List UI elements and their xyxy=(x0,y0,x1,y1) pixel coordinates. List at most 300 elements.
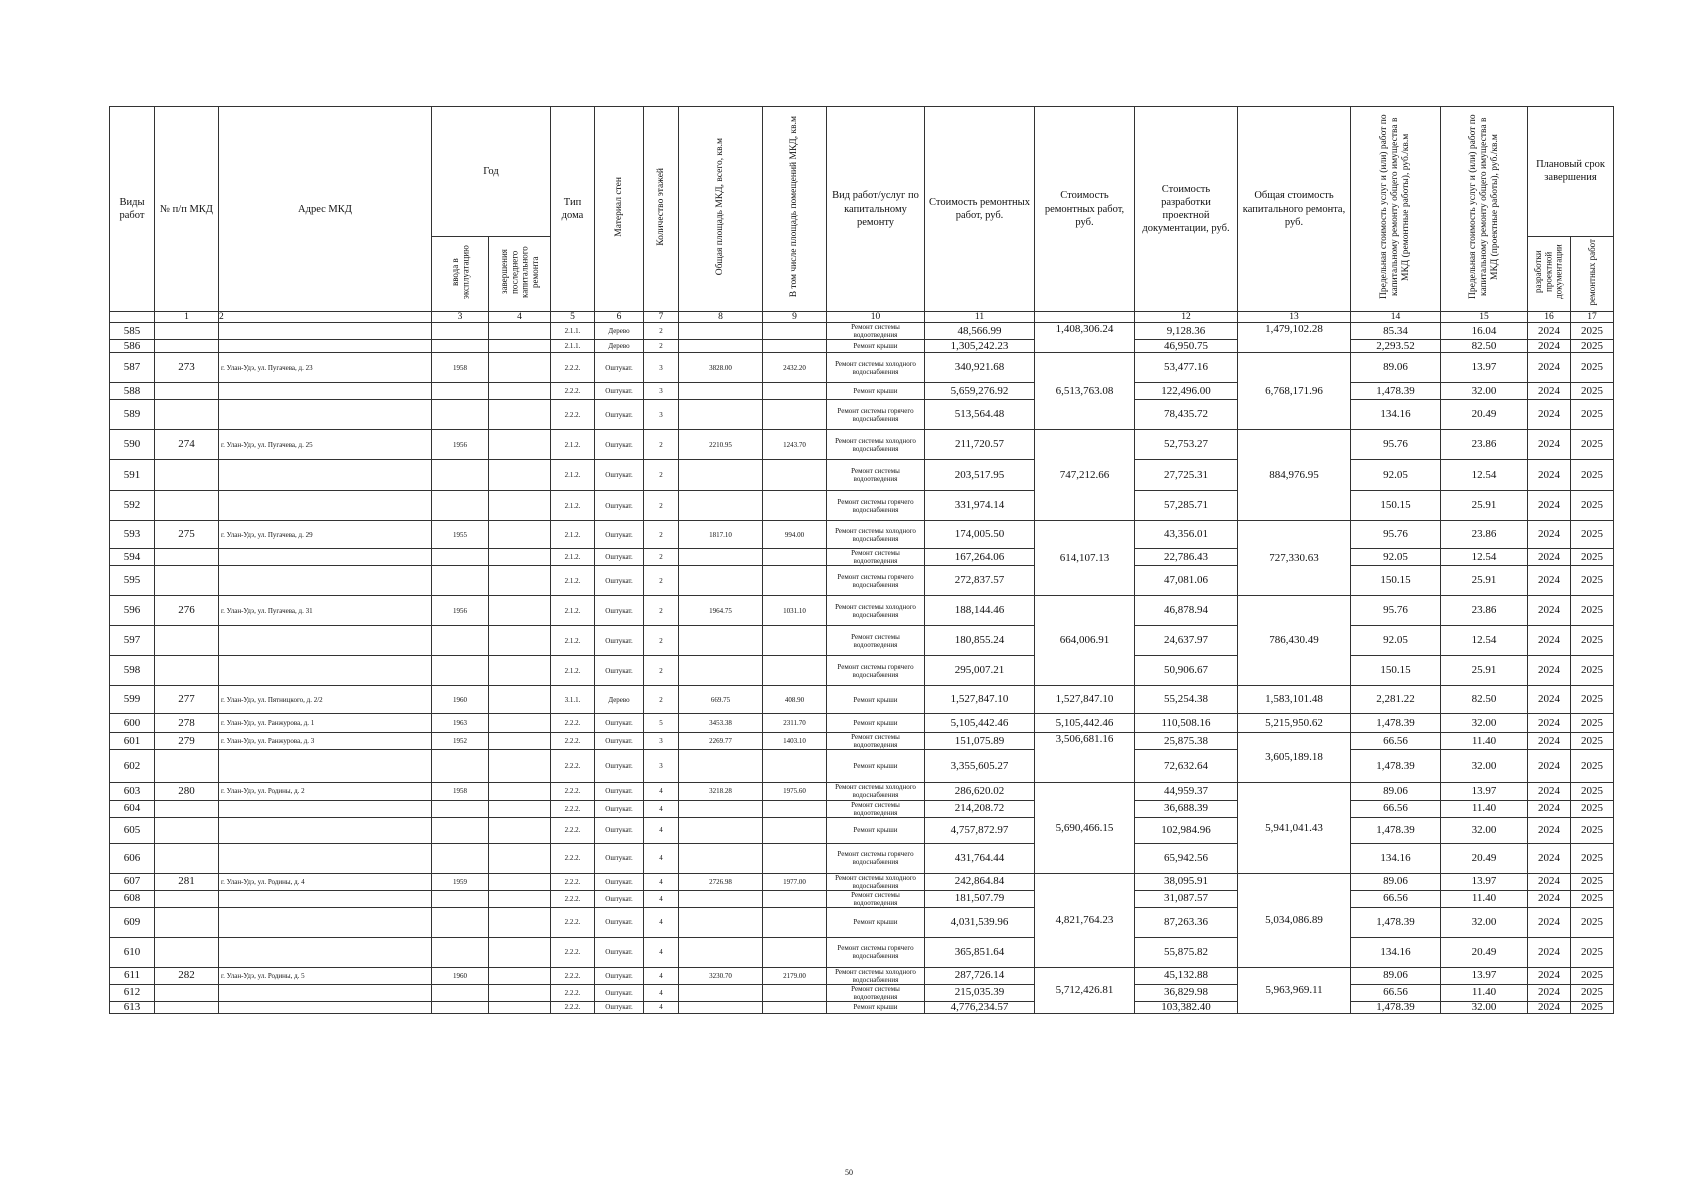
limit-cost-design: 32.00 xyxy=(1441,383,1528,400)
deadline-repair: 2025 xyxy=(1571,714,1614,733)
total-area xyxy=(679,984,763,1001)
header-god-vvoda: ввода в эксплуатацию xyxy=(432,236,489,311)
total-area xyxy=(679,323,763,340)
header-god: Год xyxy=(432,107,551,237)
limit-cost-repair: 2,281.22 xyxy=(1351,686,1441,714)
mkd-number xyxy=(155,340,219,353)
mkd-address xyxy=(219,1001,432,1013)
total-area xyxy=(679,843,763,873)
deadline-design: 2024 xyxy=(1528,750,1571,783)
premises-area xyxy=(763,323,827,340)
capital-repair-total: 6,768,171.96 xyxy=(1238,353,1351,430)
deadline-repair: 2025 xyxy=(1571,1001,1614,1013)
year-commissioned: 1952 xyxy=(432,733,489,750)
mkd-number xyxy=(155,549,219,566)
repair-cost-total: 1,408,306.24 xyxy=(1035,323,1135,353)
row-number: 601 xyxy=(110,733,155,750)
limit-cost-repair: 66.56 xyxy=(1351,984,1441,1001)
page-number: 50 xyxy=(845,1168,853,1177)
design-cost: 44,959.37 xyxy=(1135,783,1238,800)
design-cost: 22,786.43 xyxy=(1135,549,1238,566)
total-area xyxy=(679,817,763,843)
design-cost: 103,382.40 xyxy=(1135,1001,1238,1013)
year-commissioned xyxy=(432,566,489,596)
work-type: Ремонт системы водоотведения xyxy=(827,890,925,907)
design-cost: 45,132.88 xyxy=(1135,967,1238,984)
mkd-number xyxy=(155,984,219,1001)
repair-cost-total: 614,107.13 xyxy=(1035,521,1135,596)
house-type: 2.2.2. xyxy=(551,984,595,1001)
row-number: 609 xyxy=(110,907,155,937)
table-row xyxy=(110,937,1614,967)
repair-cost: 365,851.64 xyxy=(925,937,1035,967)
premises-area: 2311.70 xyxy=(763,714,827,733)
premises-area xyxy=(763,400,827,430)
wall-material: Оштукат. xyxy=(595,817,644,843)
capital-repair-total: 1,583,101.48 xyxy=(1238,686,1351,714)
mkd-number: 275 xyxy=(155,521,219,549)
house-type: 2.1.2. xyxy=(551,596,595,626)
capital-repair-total: 5,963,969.11 xyxy=(1238,967,1351,1013)
work-type: Ремонт системы холодного водоснабжения xyxy=(827,430,925,460)
year-commissioned xyxy=(432,937,489,967)
work-type: Ремонт системы горячего водоснабжения xyxy=(827,566,925,596)
mkd-number: 281 xyxy=(155,873,219,890)
limit-cost-design: 23.86 xyxy=(1441,430,1528,460)
row-number: 589 xyxy=(110,400,155,430)
mkd-address: г. Улан-Удэ, ул. Пугачева, д. 23 xyxy=(219,353,432,383)
total-area xyxy=(679,1001,763,1013)
floors-count: 4 xyxy=(644,890,679,907)
deadline-repair: 2025 xyxy=(1571,817,1614,843)
limit-cost-repair: 1,478.39 xyxy=(1351,714,1441,733)
year-commissioned: 1959 xyxy=(432,873,489,890)
limit-cost-design: 23.86 xyxy=(1441,596,1528,626)
limit-cost-repair: 150.15 xyxy=(1351,491,1441,521)
table-row xyxy=(110,1001,1614,1013)
work-type: Ремонт крыши xyxy=(827,907,925,937)
mkd-address xyxy=(219,340,432,353)
mkd-address: г. Улан-Удэ, ул. Пугачева, д. 31 xyxy=(219,596,432,626)
table-row xyxy=(110,491,1614,521)
year-last-repair xyxy=(489,907,551,937)
year-last-repair xyxy=(489,400,551,430)
total-area: 3453.38 xyxy=(679,714,763,733)
work-type: Ремонт системы водоотведения xyxy=(827,984,925,1001)
header-stoimost-remont-itogo: Стоимость ремонтных работ, руб. xyxy=(1035,107,1135,312)
capital-repair-total: 5,941,041.43 xyxy=(1238,783,1351,873)
house-type: 2.1.2. xyxy=(551,430,595,460)
wall-material: Оштукат. xyxy=(595,733,644,750)
repair-cost: 174,005.50 xyxy=(925,521,1035,549)
total-area: 669.75 xyxy=(679,686,763,714)
year-commissioned: 1963 xyxy=(432,714,489,733)
repair-cost: 4,757,872.97 xyxy=(925,817,1035,843)
year-last-repair xyxy=(489,460,551,491)
premises-area: 994.00 xyxy=(763,521,827,549)
mkd-address xyxy=(219,907,432,937)
header-planovyi-srok: Плановый срок завершения xyxy=(1528,107,1614,237)
limit-cost-repair: 150.15 xyxy=(1351,656,1441,686)
mkd-number: 278 xyxy=(155,714,219,733)
capital-repair-total: 5,215,950.62 xyxy=(1238,714,1351,733)
mkd-number xyxy=(155,383,219,400)
limit-cost-repair: 66.56 xyxy=(1351,800,1441,817)
deadline-repair: 2025 xyxy=(1571,686,1614,714)
year-commissioned xyxy=(432,549,489,566)
repair-cost: 295,007.21 xyxy=(925,656,1035,686)
row-number: 590 xyxy=(110,430,155,460)
deadline-repair: 2025 xyxy=(1571,656,1614,686)
repair-cost: 151,075.89 xyxy=(925,733,1035,750)
repair-cost: 5,105,442.46 xyxy=(925,714,1035,733)
mkd-number xyxy=(155,750,219,783)
mkd-address: г. Улан-Удэ, ул. Пятницкого, д. 2/2 xyxy=(219,686,432,714)
row-number: 585 xyxy=(110,323,155,340)
row-number: 611 xyxy=(110,967,155,984)
total-area xyxy=(679,890,763,907)
deadline-design: 2024 xyxy=(1528,626,1571,656)
floors-count: 2 xyxy=(644,549,679,566)
table-row xyxy=(110,323,1614,340)
capital-repair-total: 884,976.95 xyxy=(1238,430,1351,521)
house-type: 2.2.2. xyxy=(551,967,595,984)
deadline-design: 2024 xyxy=(1528,714,1571,733)
repair-cost: 215,035.39 xyxy=(925,984,1035,1001)
design-cost: 87,263.36 xyxy=(1135,907,1238,937)
premises-area xyxy=(763,340,827,353)
header-god-zaversheniya: завершения последнего капитального ремонта xyxy=(489,236,551,311)
year-commissioned xyxy=(432,656,489,686)
deadline-design: 2024 xyxy=(1528,783,1571,800)
row-number: 602 xyxy=(110,750,155,783)
total-area xyxy=(679,566,763,596)
work-type: Ремонт системы водоотведения xyxy=(827,800,925,817)
premises-area xyxy=(763,1001,827,1013)
column-number: 2 xyxy=(219,312,432,323)
row-number: 587 xyxy=(110,353,155,383)
repair-cost: 3,355,605.27 xyxy=(925,750,1035,783)
design-cost: 46,878.94 xyxy=(1135,596,1238,626)
header-stoimost-proekt: Стоимость разработки проектной документации, руб. xyxy=(1135,107,1238,312)
capital-repair-total: 5,034,086.89 xyxy=(1238,873,1351,967)
column-number: 7 xyxy=(644,312,679,323)
deadline-repair: 2025 xyxy=(1571,521,1614,549)
column-number: 5 xyxy=(551,312,595,323)
wall-material: Оштукат. xyxy=(595,566,644,596)
year-last-repair xyxy=(489,967,551,984)
year-last-repair xyxy=(489,984,551,1001)
limit-cost-design: 12.54 xyxy=(1441,549,1528,566)
floors-count: 2 xyxy=(644,521,679,549)
mkd-address xyxy=(219,984,432,1001)
limit-cost-repair: 95.76 xyxy=(1351,430,1441,460)
total-area xyxy=(679,460,763,491)
table-row xyxy=(110,383,1614,400)
premises-area xyxy=(763,890,827,907)
deadline-design: 2024 xyxy=(1528,1001,1571,1013)
house-type: 2.2.2. xyxy=(551,733,595,750)
table-body xyxy=(110,323,1614,1014)
design-cost: 65,942.56 xyxy=(1135,843,1238,873)
limit-cost-design: 13.97 xyxy=(1441,967,1528,984)
design-cost: 46,950.75 xyxy=(1135,340,1238,353)
limit-cost-repair: 92.05 xyxy=(1351,460,1441,491)
repair-cost: 1,527,847.10 xyxy=(925,686,1035,714)
premises-area xyxy=(763,383,827,400)
limit-cost-design: 11.40 xyxy=(1441,890,1528,907)
limit-cost-design: 12.54 xyxy=(1441,460,1528,491)
wall-material: Оштукат. xyxy=(595,890,644,907)
repair-cost: 48,566.99 xyxy=(925,323,1035,340)
column-number: 15 xyxy=(1441,312,1528,323)
design-cost: 110,508.16 xyxy=(1135,714,1238,733)
design-cost: 38,095.91 xyxy=(1135,873,1238,890)
year-last-repair xyxy=(489,596,551,626)
limit-cost-design: 82.50 xyxy=(1441,686,1528,714)
deadline-repair: 2025 xyxy=(1571,549,1614,566)
floors-count: 3 xyxy=(644,750,679,783)
repair-cost: 181,507.79 xyxy=(925,890,1035,907)
column-number xyxy=(110,312,155,323)
total-area: 1964.75 xyxy=(679,596,763,626)
deadline-repair: 2025 xyxy=(1571,400,1614,430)
row-number: 600 xyxy=(110,714,155,733)
repair-cost: 513,564.48 xyxy=(925,400,1035,430)
repair-cost: 286,620.02 xyxy=(925,783,1035,800)
row-number: 598 xyxy=(110,656,155,686)
work-type: Ремонт системы холодного водоснабжения xyxy=(827,783,925,800)
deadline-design: 2024 xyxy=(1528,967,1571,984)
limit-cost-repair: 1,478.39 xyxy=(1351,907,1441,937)
floors-count: 2 xyxy=(644,340,679,353)
mkd-number xyxy=(155,323,219,340)
capital-repair-total: 727,330.63 xyxy=(1238,521,1351,596)
repair-cost-total: 5,712,426.81 xyxy=(1035,967,1135,1013)
house-type: 2.2.2. xyxy=(551,400,595,430)
premises-area: 1977.00 xyxy=(763,873,827,890)
wall-material: Оштукат. xyxy=(595,907,644,937)
house-type: 2.1.2. xyxy=(551,521,595,549)
limit-cost-repair: 150.15 xyxy=(1351,566,1441,596)
limit-cost-design: 11.40 xyxy=(1441,733,1528,750)
wall-material: Дерево xyxy=(595,340,644,353)
year-last-repair xyxy=(489,353,551,383)
mkd-address xyxy=(219,626,432,656)
wall-material: Оштукат. xyxy=(595,714,644,733)
deadline-repair: 2025 xyxy=(1571,967,1614,984)
deadline-repair: 2025 xyxy=(1571,907,1614,937)
row-number: 597 xyxy=(110,626,155,656)
premises-area xyxy=(763,549,827,566)
repair-cost: 214,208.72 xyxy=(925,800,1035,817)
total-area xyxy=(679,907,763,937)
floors-count: 4 xyxy=(644,800,679,817)
repair-cost: 211,720.57 xyxy=(925,430,1035,460)
total-area xyxy=(679,491,763,521)
table-row xyxy=(110,430,1614,460)
deadline-design: 2024 xyxy=(1528,800,1571,817)
repair-cost-total: 5,105,442.46 xyxy=(1035,714,1135,733)
wall-material: Оштукат. xyxy=(595,491,644,521)
floors-count: 2 xyxy=(644,626,679,656)
limit-cost-design: 20.49 xyxy=(1441,400,1528,430)
floors-count: 2 xyxy=(644,656,679,686)
mkd-address xyxy=(219,549,432,566)
premises-area: 1243.70 xyxy=(763,430,827,460)
limit-cost-design: 25.91 xyxy=(1441,656,1528,686)
deadline-repair: 2025 xyxy=(1571,873,1614,890)
limit-cost-repair: 1,478.39 xyxy=(1351,817,1441,843)
year-commissioned xyxy=(432,984,489,1001)
mkd-address: г. Улан-Удэ, ул. Ранжурова, д. 1 xyxy=(219,714,432,733)
work-type: Ремонт системы водоотведения xyxy=(827,626,925,656)
mkd-address xyxy=(219,566,432,596)
deadline-design: 2024 xyxy=(1528,937,1571,967)
mkd-number xyxy=(155,890,219,907)
year-commissioned xyxy=(432,750,489,783)
repair-cost: 242,864.84 xyxy=(925,873,1035,890)
premises-area xyxy=(763,984,827,1001)
mkd-address xyxy=(219,400,432,430)
design-cost: 36,829.98 xyxy=(1135,984,1238,1001)
house-type: 2.1.2. xyxy=(551,491,595,521)
total-area xyxy=(679,400,763,430)
year-commissioned xyxy=(432,340,489,353)
premises-area xyxy=(763,907,827,937)
work-type: Ремонт крыши xyxy=(827,1001,925,1013)
limit-cost-design: 20.49 xyxy=(1441,937,1528,967)
mkd-address xyxy=(219,323,432,340)
repair-cost: 1,305,242.23 xyxy=(925,340,1035,353)
design-cost: 53,477.16 xyxy=(1135,353,1238,383)
limit-cost-repair: 134.16 xyxy=(1351,843,1441,873)
header-obshaya-stoimost: Общая стоимость капитального ремонта, руб. xyxy=(1238,107,1351,312)
deadline-design: 2024 xyxy=(1528,686,1571,714)
deadline-design: 2024 xyxy=(1528,353,1571,383)
house-type: 2.1.2. xyxy=(551,460,595,491)
row-number: 613 xyxy=(110,1001,155,1013)
mkd-address xyxy=(219,817,432,843)
mkd-number xyxy=(155,843,219,873)
table-row xyxy=(110,733,1614,750)
total-area xyxy=(679,549,763,566)
premises-area: 1403.10 xyxy=(763,733,827,750)
wall-material: Дерево xyxy=(595,323,644,340)
house-type: 2.2.2. xyxy=(551,843,595,873)
floors-count: 2 xyxy=(644,491,679,521)
deadline-design: 2024 xyxy=(1528,323,1571,340)
row-number: 593 xyxy=(110,521,155,549)
deadline-repair: 2025 xyxy=(1571,491,1614,521)
total-area: 2726.98 xyxy=(679,873,763,890)
house-type: 2.2.2. xyxy=(551,907,595,937)
limit-cost-design: 13.97 xyxy=(1441,783,1528,800)
design-cost: 78,435.72 xyxy=(1135,400,1238,430)
mkd-address xyxy=(219,491,432,521)
floors-count: 2 xyxy=(644,686,679,714)
design-cost: 27,725.31 xyxy=(1135,460,1238,491)
premises-area: 2432.20 xyxy=(763,353,827,383)
limit-cost-design: 12.54 xyxy=(1441,626,1528,656)
row-number: 595 xyxy=(110,566,155,596)
deadline-design: 2024 xyxy=(1528,656,1571,686)
design-cost: 55,254.38 xyxy=(1135,686,1238,714)
year-commissioned: 1956 xyxy=(432,430,489,460)
header-material-sten: Материал стен xyxy=(595,107,644,312)
capital-repair-total: 3,605,189.18 xyxy=(1238,733,1351,783)
total-area: 2210.95 xyxy=(679,430,763,460)
year-last-repair xyxy=(489,626,551,656)
limit-cost-repair: 134.16 xyxy=(1351,937,1441,967)
row-number: 599 xyxy=(110,686,155,714)
repair-cost: 431,764.44 xyxy=(925,843,1035,873)
work-type: Ремонт крыши xyxy=(827,340,925,353)
floors-count: 4 xyxy=(644,937,679,967)
mkd-number xyxy=(155,907,219,937)
table-row xyxy=(110,460,1614,491)
premises-area xyxy=(763,843,827,873)
header-srok-razrabotki: разработки проектной документации xyxy=(1528,236,1571,311)
work-type: Ремонт крыши xyxy=(827,383,925,400)
limit-cost-repair: 2,293.52 xyxy=(1351,340,1441,353)
floors-count: 4 xyxy=(644,1001,679,1013)
wall-material: Дерево xyxy=(595,686,644,714)
year-last-repair xyxy=(489,783,551,800)
limit-cost-design: 32.00 xyxy=(1441,714,1528,733)
floors-count: 3 xyxy=(644,353,679,383)
work-type: Ремонт системы холодного водоснабжения xyxy=(827,873,925,890)
deadline-design: 2024 xyxy=(1528,733,1571,750)
premises-area: 1031.10 xyxy=(763,596,827,626)
work-type: Ремонт системы горячего водоснабжения xyxy=(827,400,925,430)
floors-count: 2 xyxy=(644,430,679,460)
header-adres-mkd: Адрес МКД xyxy=(219,107,432,312)
wall-material: Оштукат. xyxy=(595,967,644,984)
capital-repair-total: 1,479,102.28 xyxy=(1238,323,1351,353)
year-last-repair xyxy=(489,686,551,714)
limit-cost-repair: 89.06 xyxy=(1351,353,1441,383)
row-number: 586 xyxy=(110,340,155,353)
mkd-number xyxy=(155,460,219,491)
year-commissioned: 1956 xyxy=(432,596,489,626)
deadline-repair: 2025 xyxy=(1571,890,1614,907)
design-cost: 36,688.39 xyxy=(1135,800,1238,817)
deadline-design: 2024 xyxy=(1528,984,1571,1001)
floors-count: 3 xyxy=(644,400,679,430)
row-number: 588 xyxy=(110,383,155,400)
table-row xyxy=(110,686,1614,714)
header-ploshad-pomeshenii: В том числе площадь помещений МКД, кв.м xyxy=(763,107,827,312)
wall-material: Оштукат. xyxy=(595,430,644,460)
house-type: 2.2.2. xyxy=(551,890,595,907)
mkd-address xyxy=(219,383,432,400)
work-type: Ремонт системы холодного водоснабжения xyxy=(827,967,925,984)
column-number: 9 xyxy=(763,312,827,323)
limit-cost-design: 11.40 xyxy=(1441,984,1528,1001)
floors-count: 4 xyxy=(644,907,679,937)
deadline-repair: 2025 xyxy=(1571,596,1614,626)
year-commissioned xyxy=(432,817,489,843)
deadline-repair: 2025 xyxy=(1571,843,1614,873)
floors-count: 4 xyxy=(644,783,679,800)
year-last-repair xyxy=(489,521,551,549)
limit-cost-design: 32.00 xyxy=(1441,907,1528,937)
column-number: 13 xyxy=(1238,312,1351,323)
mkd-address: г. Улан-Удэ, ул. Родины, д. 4 xyxy=(219,873,432,890)
table-row xyxy=(110,843,1614,873)
wall-material: Оштукат. xyxy=(595,460,644,491)
